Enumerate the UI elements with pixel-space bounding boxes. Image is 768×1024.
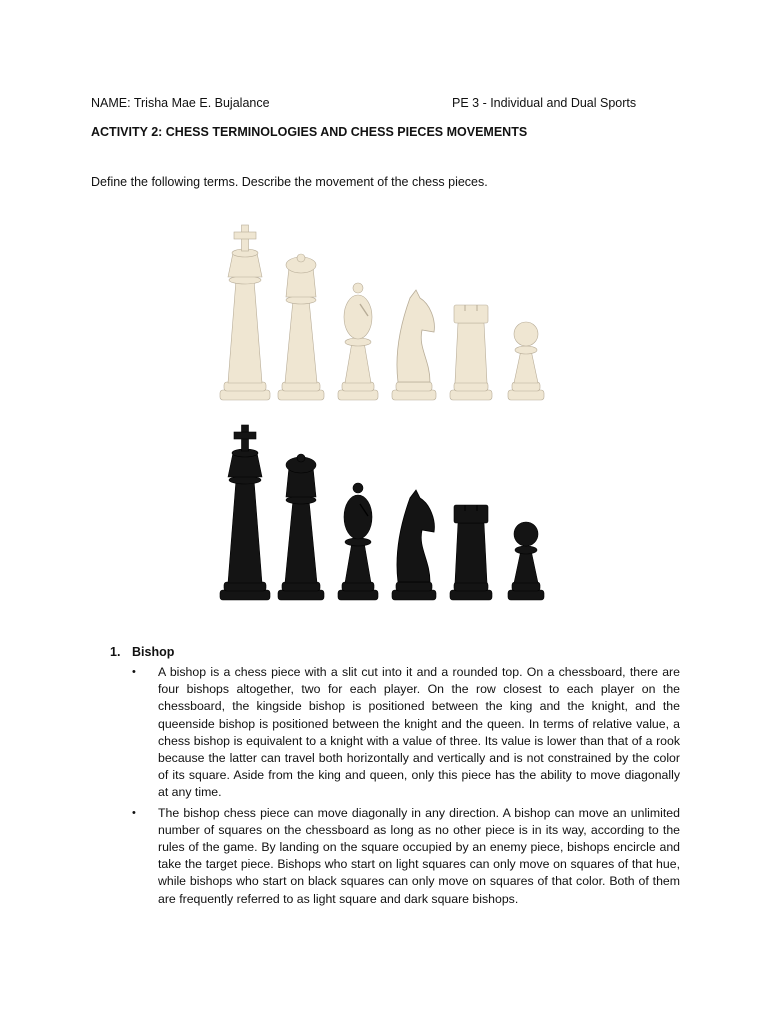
bullet-text: The bishop chess piece can move diagonally in any direction. A bishop can move an unlimited number of squares on the chessboard as long as no other piece is in its way, according to the rules of the game. By landing on the square occupied by an enemy piece, bishops encircle and take the target piece. Bishops who start on light squares can only move on squares of that hue, while bishops who start on black squares can only move on squares of that color. Both of them are frequently referred to as light square and dark square bishops.: [158, 805, 680, 906]
white-rook-piece: [450, 305, 492, 400]
activity-title: ACTIVITY 2: CHESS TERMINOLOGIES AND CHESS PIECES MOVEMENTS: [91, 125, 528, 139]
white-knight-piece: [392, 290, 436, 400]
black-king-piece: [220, 425, 270, 600]
bullet-item: [128, 805, 680, 908]
chess-pieces-image: [208, 220, 588, 610]
instructions: Define the following terms. Describe the movement of the chess pieces.: [91, 175, 488, 189]
white-king-piece: [220, 225, 270, 400]
bullet-text: A bishop is a chess piece with a slit cut into it and a rounded top. On a chessboard, there are four bishops altogether, two for each player. On the row closest to each player on the chessboard, the kingside bishop is positioned between the king and the knight, and the queenside bishop is positioned between the knight and the queen. In terms of relative value, a chess bishop is equivalent to a knight with a value of three. Its value is lower than that of a rook because the latter can travel both horizontally and vertically and is not constrained by the color of its square. Aside from the king and queen, only this piece has the ability to move diagonally at any time.: [158, 665, 680, 800]
bullet-item: [128, 664, 680, 802]
white-pawn-piece: [508, 322, 544, 400]
section-number: 1.: [110, 645, 121, 659]
section-title: Bishop: [132, 645, 175, 659]
chess-pieces-figure: [208, 220, 588, 610]
black-queen-piece: [278, 454, 324, 600]
course-title: PE 3 - Individual and Dual Sports: [452, 96, 637, 110]
bullet-list: [128, 664, 680, 911]
black-bishop-piece: [338, 483, 378, 600]
black-rook-piece: [450, 505, 492, 600]
bullet-marker: •: [132, 806, 136, 819]
bullet-marker: •: [132, 666, 136, 678]
section-heading: [110, 645, 174, 659]
black-pawn-piece: [508, 522, 544, 600]
black-knight-piece: [392, 490, 436, 600]
white-queen-piece: [278, 254, 324, 400]
student-name: NAME: Trisha Mae E. Bujalance: [91, 96, 270, 110]
white-bishop-piece: [338, 283, 378, 400]
